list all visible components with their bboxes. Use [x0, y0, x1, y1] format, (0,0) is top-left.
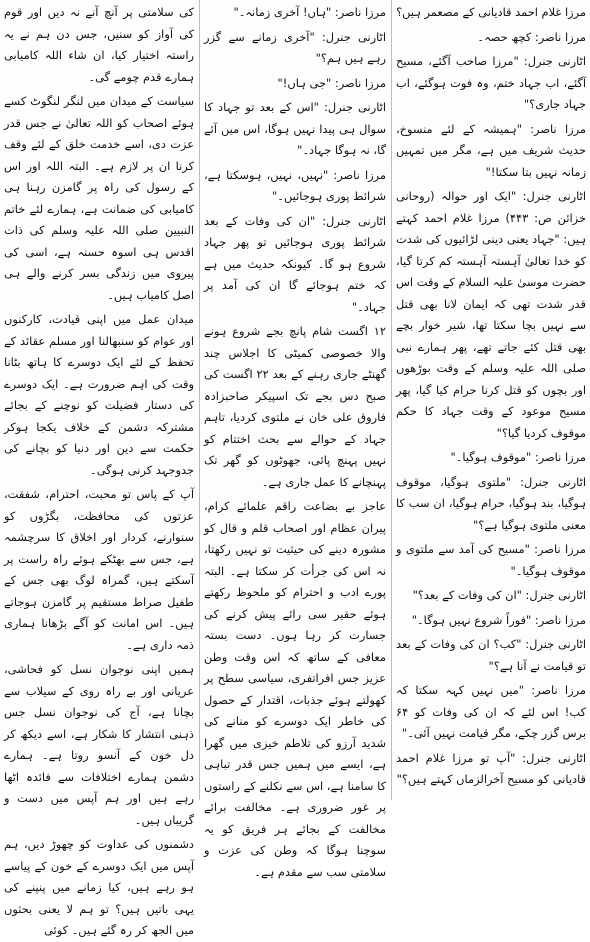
paragraph: مرزا ناصر: "ہاں! آخری زمانہ۔"	[233, 5, 386, 19]
paragraph: اٹارنی جنرل: "کب؟ ان کی وفات کے بعد تو قیامت نے آنا ہے؟"	[396, 637, 586, 673]
paragraph: اٹارنی جنرل: "ان کی وفات کے بعد شرائط پوری ہوجائیں تو پھر جہاد شروع ہو گا۔ کیونکہ حدیث میں ہے کہ ختم ہوجائے گا ان کی آمد پر جہاد۔"	[204, 213, 386, 314]
paragraph: اٹارنی جنرل: "اس کے بعد تو جہاد کا سوال ہی پیدا نہیں ہوگا، اس میں آئے گا، نہ ہوگا جہاد۔"	[204, 100, 386, 157]
paragraph: مرزا ناصر: "ہمیشہ کے لئے منسوخ، حدیث شریف میں ہے، مگر میں تمہیں زمانہ نہیں بتا سکتا!"	[396, 121, 586, 179]
column-right	[392, 0, 590, 800]
paragraph: عاجز بے بضاعت راقم علمائے کرام، پیران عظام اور اصحاب قلم و قال کو مشورہ دینے کی حیثیت تو نہیں رکھتا، نہ اس کی جرأت کر سکتا ہے۔ البتہ پورے ادب و احترام کو ملحوظ رکھتے ہوئے حقیر سی رائے پیش کرنے کی جسارت کر رہا ہوں۔ دست بستہ معافی کے ساتھ کہ اس وقت وطن عزیز جس افراتفری، سیاسی سطح پر کھولتے ہوئے جذبات، اقتدار کے حصول کی خاطر ایک دوسرے کو منانے کی شدید آرزو کی تلاطم خیزی میں گھرا ہے، ایسے میں ہمیں جس قدر تباہی کا سامنا ہے، اس سے نکلنے کے راستوں پر غور ضروری ہے۔ مخالفت برائے مخالفت کے بجائے ہر فریق کو یہ سوچنا ہوگا کہ وطن کی عزت و سلامتی سب سے مقدم ہے۔	[204, 499, 386, 879]
column-middle	[200, 0, 390, 879]
paragraph: اٹارنی جنرل: "مرزا صاحب آگئے، مسیح آگئے، اب جہاد ختم، وہ فوت ہوگئے، اب جہاد جاری؟"	[396, 54, 586, 111]
paragraph: مرزا ناصر: "فوراً شروع نہیں ہوگا۔"	[411, 612, 586, 627]
paragraph: میدان عمل میں اپنی قیادت، کارکنوں اور عوام کو سنبھالنا اور مسلم عقائد کے تحفظ کے لئے ایک دوسرے کا ہاتھ بٹانا وقت کی اہم ضرورت ہے۔ ایک دوسرے کی دستار فضیلت کو نوچنے کے بجائے مشترکہ دشمن کے خلاف یکجا ہوکر حکمت سے دین اور دنیا کو بچانے کی جدوجہد کرنی ہوگی۔	[4, 312, 194, 477]
paragraph: دشمنوں کی عداوت کو چھوڑ دیں، ہم آپس میں ایک دوسرے کے خون کے پیاسے ہو رہے ہیں، کیا زمانے میں پنپنے کی یہی باتیں ہیں؟ تو ہم لا یعنی بحثوں میں الجھ کر رہ گئے ہیں۔ کوئی	[4, 837, 194, 937]
paragraph: ہمیں اپنی نوجوان نسل کو فحاشی، عریانی اور بے راہ روی کے سیلاب سے بچانا ہے، آج کی نوجوان نسل جس ذہنی انتشار کا شکار ہے، اسے دیکھ کر دل خون کے آنسو روتا ہے۔ ہمارے دشمن ہمارے اختلافات سے فائدہ اٹھا رہے ہیں اور ہم آپس میں دست و گریباں ہیں۔	[4, 662, 194, 827]
paragraph: اٹارنی جنرل: "ان کی وفات کے بعد؟"	[412, 588, 586, 602]
paragraph: مرزا ناصر: "موقوف ہوگیا۔"	[450, 450, 586, 464]
paragraph: اٹارنی جنرل: "ایک اور حوالہ (روحانی خزائن ص: ۴۴۳) مرزا غلام احمد کہتے ہیں: "جہاد یعنی دینی لڑائیوں کی شدت کو خدا تعالیٰ آہستہ آہستہ کم کرتا گیا، حضرت موسیٰ علیہ السلام کے وقت اس قدر شدت تھی کہ ایمان لانا بھی قتل سے نہیں بچا سکتا تھا، شیر خوار بچے بھی قتل کئے جاتے تھے، پھر ہمارے نبی صلی اللہ علیہ وسلم کے وقت بوڑھوں اور بچوں کو قتل کرنا حرام کیا گیا، پھر مسیح موعود کے وقت جہاد کا حکم موقوف کردیا گیا؟"	[396, 189, 586, 440]
paragraph: مرزا ناصر: "جی ہاں!"	[277, 75, 386, 90]
paragraph: مرزا ناصر: "نہیں، نہیں، ہوسکتا ہے، شرائط پوری ہوجائیں۔"	[204, 167, 386, 203]
paragraph: آپ کے پاس تو محبت، احترام، شفقت، عزتوں کی محافظت، بگڑوں کو سنوارنے، کردار اور اخلاق کا سرچشمہ ہے، جس سے بھٹکے ہوئے راہ راست پر آسکتے ہیں، گمراہ لوگ بھی جس کے طفیل صراط مستقیم پر گامزن ہوجاتے ہیں۔ اس امانت کو آگے بڑھانا ہماری ذمہ داری ہے۔	[4, 487, 194, 652]
paragraph: مرزا ناصر: "مسیح کی آمد سے ملتوی و موقوف ہوگیا۔"	[396, 542, 586, 578]
column-divider	[391, 0, 392, 800]
paragraph: مرزا ناصر: "میں نہیں کہہ سکتا کہ کب! اس لئے کہ ان کی وفات کو ۶۴ برس گزر چکے، مگر قیامت نہیں آئی۔"	[396, 683, 586, 740]
paragraph: اٹارنی جنرل: "آخری زمانے سے گزر رہے ہیں ہم؟"	[204, 29, 386, 65]
column-divider	[199, 0, 200, 800]
paragraph: مرزا غلام احمد قادیانی کے مصعمر ہیں؟	[396, 5, 586, 19]
paragraph: مرزا ناصر: کچھ حصہ۔	[477, 29, 586, 44]
paragraph: سیاست کے میدان میں لنگر لنگوٹ کسے ہوئے اصحاب کو اللہ تعالیٰ نے جس قدر عزت دی، اسے خدمت خلق کے لئے وقف کرنا ان پر لازم ہے۔ البتہ اللہ اور اس کے رسول کی راہ پر گامزن رہنا ہی کامیابی کی ضمانت ہے، ہمارے لئے خاتم النبیین صلی اللہ علیہ وسلم کی ذات اقدس ہی اسوہ حسنہ ہے، اسی کی پیروی میں زندگی بسر کرنے والے ہی اصل کامیاب ہیں۔	[4, 94, 194, 302]
paragraph: کی سلامتی پر آنچ آنے نہ دیں اور قوم کی آواز کو سنیں، جس دن ہم نے یہ راستہ اختیار کیا، ان شاء اللہ کامیابی ہمارے قدم چومے گی۔	[4, 5, 194, 84]
paragraph: اٹارنی جنرل: "ملتوی ہوگیا، موقوف ہوگیا، بند ہوگیا، حرام ہوگیا، ان سب کا معنی ملتوی ہوگیا ہے؟"	[396, 474, 586, 532]
column-left	[0, 0, 198, 937]
paragraph: اٹارنی جنرل: "آپ تو مرزا غلام احمد قادیانی کو مسیح آخرالزماں کہتے ہیں؟"	[396, 750, 586, 786]
paragraph: ۱۲ اگست شام پانچ بجے شروع ہونے والا خصوصی کمیٹی کا اجلاس چند گھنٹے جاری رہنے کے بعد ۲۲ اگست کی صبح دس بجے تک اسپیکر صاحبزادہ فاروق علی خان نے ملتوی کردیا، تاہم جہاد کے حوالے سے بحث اختتام کو نہیں پہنچ پائی، جھوٹوں کو گھر تک پہنچانے کا عمل جاری ہے۔	[204, 324, 387, 489]
